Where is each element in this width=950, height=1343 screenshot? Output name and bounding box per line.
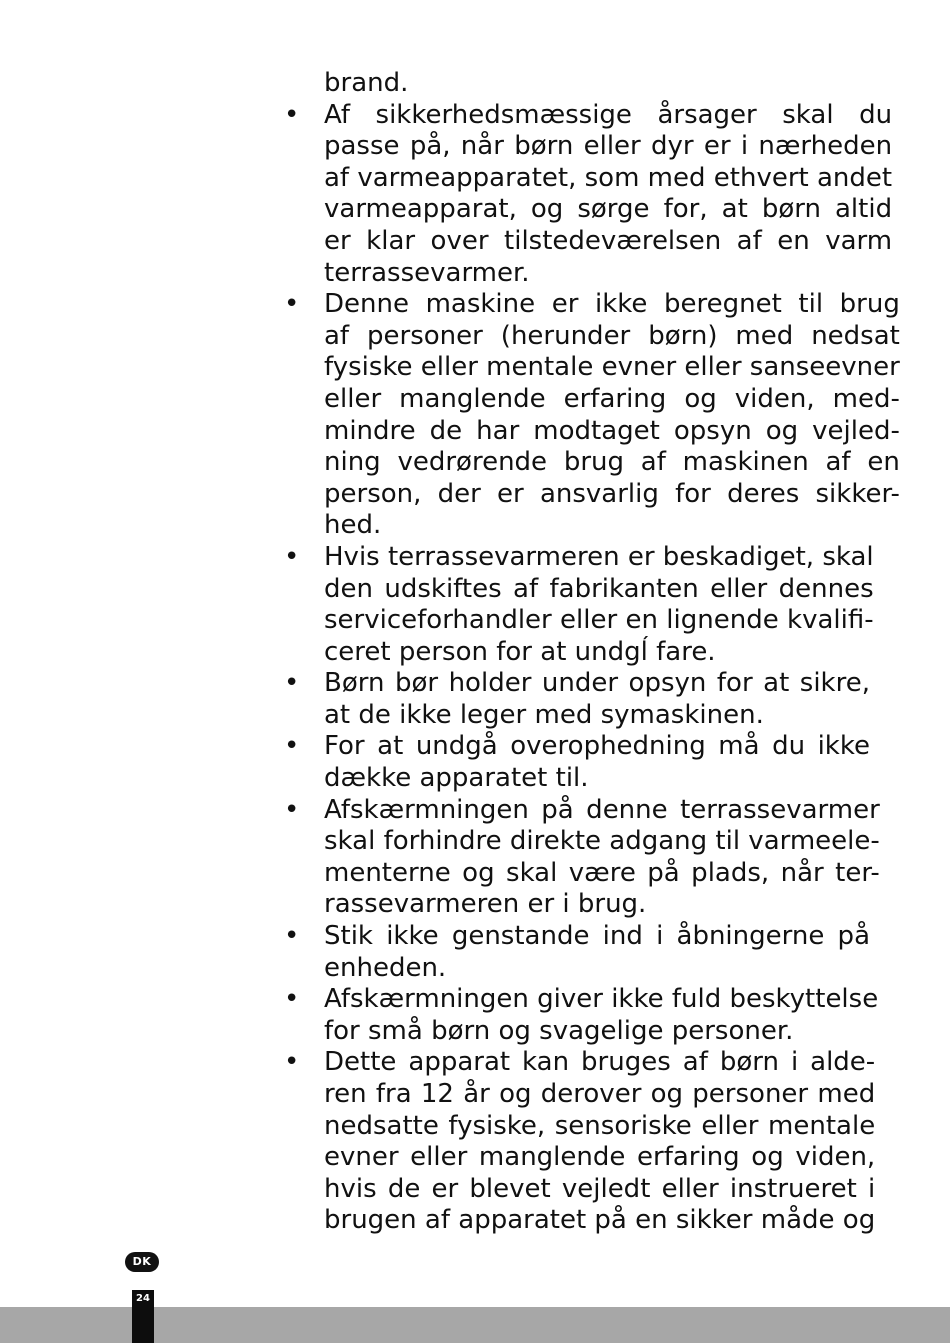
bullet-point: • [284,984,300,1015]
bullet-text [324,921,870,984]
bullet-text [324,542,874,668]
bullet-item [280,1047,876,1237]
bullet-text [324,668,870,731]
text-line: evner eller manglende erfaring og viden, [324,1142,876,1173]
bullet-point: • [284,731,300,762]
text-line: passe på, når børn eller dyr er i nærheden [324,131,893,162]
text-line: Stik ikke genstande ind i åbningerne på [324,921,870,952]
bullet-point: • [284,541,300,572]
bullet-text [324,289,900,542]
language-badge: DK [125,1252,159,1272]
text-line: brugen af apparatet på en sikker måde og [324,1205,876,1236]
bullet-point: • [284,99,300,130]
bullet-item [280,289,900,542]
bullet-item [280,794,880,921]
bullet-text [324,795,880,921]
text-line: person, der er ansvarlig for deres sikker- [324,478,900,509]
page-number-tab [132,1290,154,1343]
text-line: for små børn og svagelige personer. [324,1015,794,1046]
bullet-item [280,99,893,290]
text-line: Børn bør holder under opsyn for at sikre, [324,668,870,699]
text-line: Denne maskine er ikke beregnet til brug [324,289,900,320]
page-number: 24 [136,1293,150,1304]
text-line: For at undgå overophedning må du ikke [324,731,870,762]
text-line: Afskærmningen giver ikke fuld beskyttelse [324,984,879,1015]
text-line: enheden. [324,952,447,983]
bullet-point: • [284,794,300,825]
text-line: Af sikkerhedsmæssige årsager skal du [324,99,893,130]
text-line: ren fra 12 år og derover og personer med [324,1079,876,1109]
bullet-text [324,100,892,290]
text-line: hvis de er blevet vejledt eller instrueret i [324,1173,876,1204]
text-line: nedsatte fysiske, sensoriske eller mentale [324,1110,876,1141]
continuation-line: brand. [324,68,409,98]
text-line: den udskiftes af fabrikanten eller dennes [324,573,874,604]
text-line: af personer (herunder børn) med nedsat [324,320,900,351]
text-line: Hvis terrassevarmeren er beskadiget, skal [324,541,874,572]
text-line: dække apparatet til. [324,763,589,794]
text-line: serviceforhandler eller en lignende kvalifi- [324,605,874,636]
bullet-point: • [284,1047,300,1078]
bullet-text [324,984,878,1047]
text-line: at de ikke leger med symaskinen. [324,699,764,730]
safety-bullet-list [280,99,900,1237]
text-line: terrassevarmer. [324,257,530,288]
bullet-point: • [284,921,300,952]
bullet-text [324,731,870,794]
bullet-point: • [284,289,300,320]
bullet-item [280,921,870,984]
text-line: mindre de har modtaget opsyn og vejled- [324,415,900,446]
bullet-item [280,984,879,1047]
bullet-item [280,731,870,794]
text-line: Dette apparat kan bruges af børn i alde- [324,1047,876,1078]
text-line: ceret person for at undgĺ fare. [324,636,716,667]
bullet-item [280,668,870,731]
text-line: Afskærmningen på denne terrassevarmer [324,794,880,825]
text-line: rassevarmeren er i brug. [324,889,647,920]
bullet-point: • [284,668,300,699]
text-line: eller manglende erfaring og viden, med- [324,383,900,414]
bullet-item [280,541,874,668]
text-line: er klar over tilstedeværelsen af en varm [324,225,893,256]
text-line: ning vedrørende brug af maskinen af en [324,447,900,478]
text-line: menterne og skal være på plads, når ter- [324,857,880,888]
text-line: varmeapparat, og sørge for, at børn altid [324,194,893,225]
text-line: fysiske eller mentale evner eller sanseevner [324,352,900,383]
text-line: hed. [324,510,382,541]
bullet-text [324,1047,875,1237]
page-content [280,68,900,1237]
text-line: af varmeapparatet, som med ethvert andet [324,162,893,193]
text-line: skal forhindre direkte adgang til varmeele- [324,826,880,857]
